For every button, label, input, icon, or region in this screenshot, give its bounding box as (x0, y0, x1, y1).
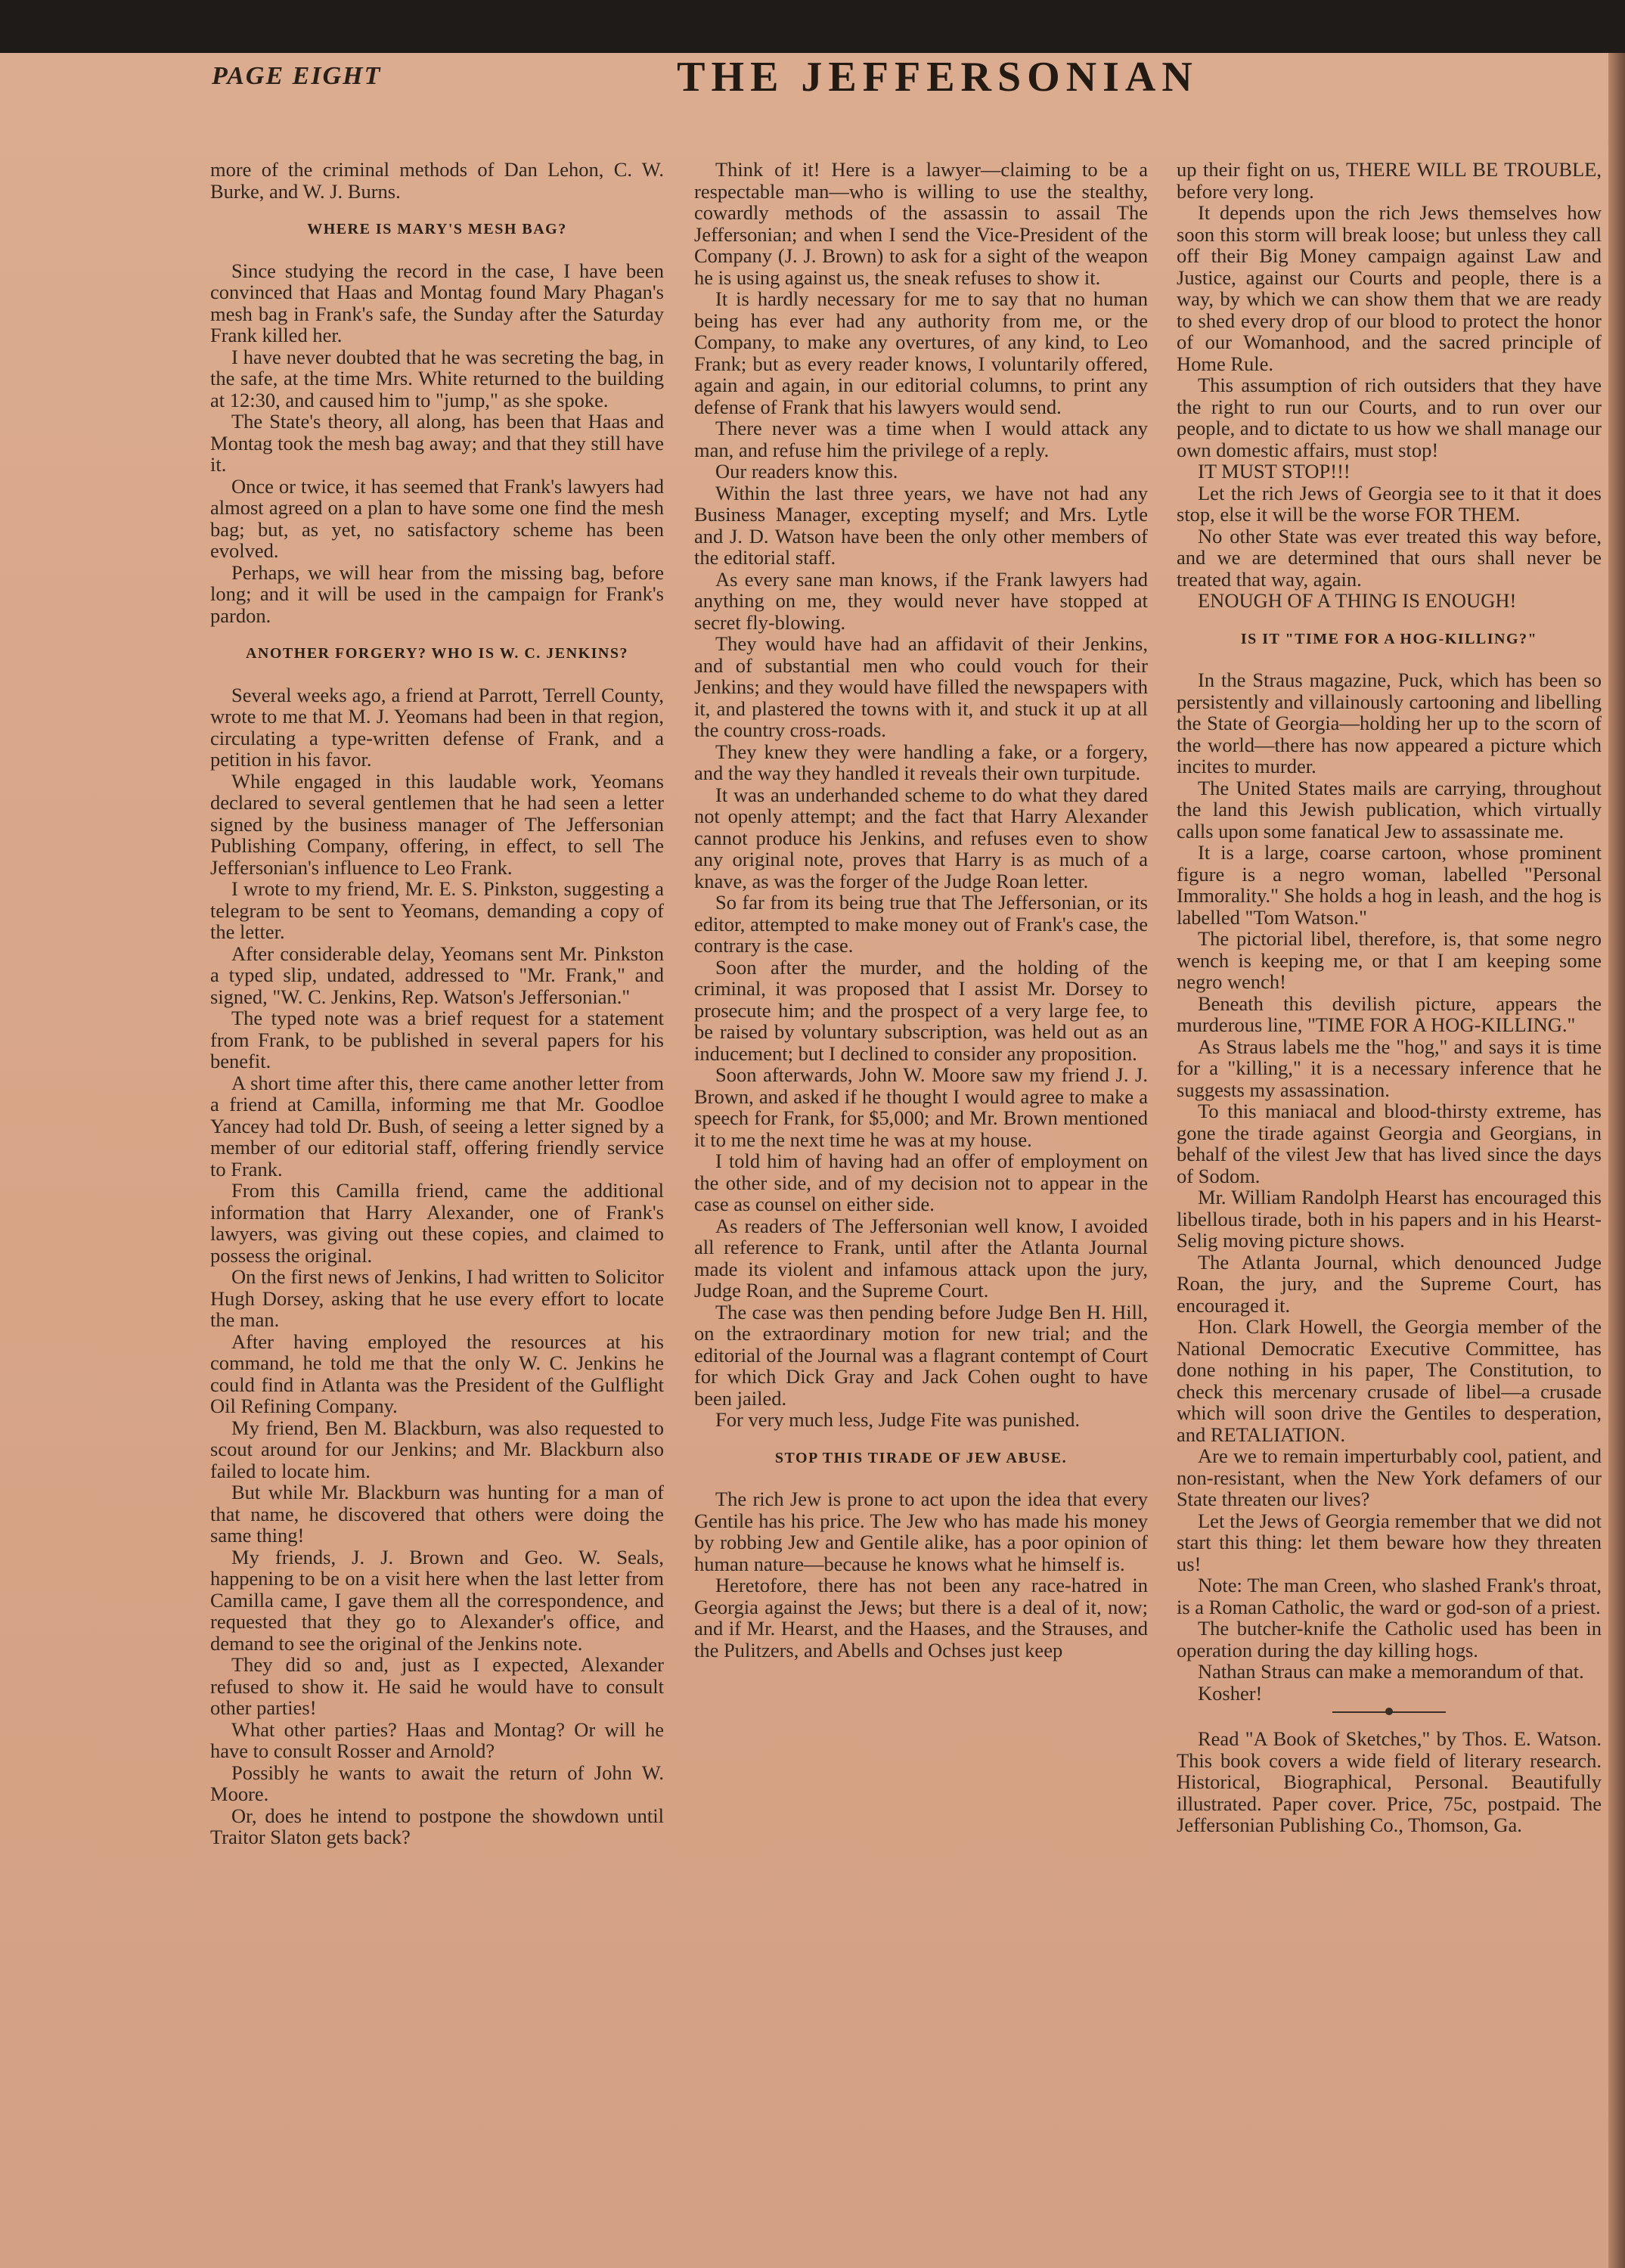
article-paragraph: up their fight on us, THERE WILL BE TROUBLE, before very long. (1177, 159, 1602, 203)
article-paragraph: They would have had an affidavit of their Jenkins, and of substantial men who could vouch for their Jenkins; and they would have filled the newspapers with it, and plastered the towns with it, and stuck it up at all the country cross-roads. (694, 632, 1148, 741)
article-paragraph: IT MUST STOP!!! (1198, 460, 1351, 482)
newspaper-title: THE JEFFERSONIAN (677, 54, 1199, 101)
article-paragraph: As every sane man knows, if the Frank lawyers had anything on me, they would never have stopped at secret fly-blowing. (694, 567, 1148, 634)
article-paragraph: Soon after the murder, and the holding of the criminal, it was proposed that I assist Mr. Dorsey to prosecute him; and the prospect of a very large fee, to be raised by voluntary subscription, was held out as an inducement; but I declined to consider any proposition. (694, 955, 1148, 1065)
article-paragraph: I have never doubted that he was secreting the bag, in the safe, at the time Mrs. White returned to the building at 12:30, and caused him to "jump," as she spoke. (210, 345, 664, 411)
article-paragraph: Mr. William Randolph Hearst has encouraged this libellous tirade, both in his papers and in his Hearst-Selig moving picture shows. (1177, 1186, 1602, 1252)
article-paragraph: The State's theory, all along, has been that Haas and Montag took the mesh bag away; and that they still have it. (210, 410, 664, 476)
page-number-label: PAGE EIGHT (212, 62, 382, 90)
article-paragraph: Soon afterwards, John W. Moore saw my friend J. J. Brown, and asked if he thought I would agree to make a speech for Frank, for $5,000; and Mr. Brown mentioned it to me the next time he was at my house. (694, 1063, 1148, 1151)
article-paragraph: No other State was ever treated this way before, and we are determined that ours shall never be treated that way, again. (1177, 524, 1602, 591)
article-paragraph: Let the Jews of Georgia remember that we did not start this thing: let them beware how they threaten us! (1177, 1509, 1602, 1575)
column-2 (694, 159, 1148, 1661)
article-paragraph: The typed note was a brief request for a statement from Frank, to be published in several papers for his benefit. (210, 1007, 664, 1072)
article-paragraph: Beneath this devilish picture, appears the murderous line, "TIME FOR A HOG-KILLING." (1177, 991, 1602, 1036)
article-paragraph: more of the criminal methods of Dan Lehon, C. W. Burke, and W. J. Burns. (210, 158, 664, 203)
article-paragraph: Note: The man Creen, who slashed Frank's throat, is a Roman Catholic, the ward or god-son of a priest. (1177, 1574, 1602, 1618)
article-paragraph: Since studying the record in the case, I have been convinced that Haas and Montag found Mary Phagan's mesh bag in Frank's safe, the Sunday after the Saturday Frank killed her. (210, 259, 664, 346)
article-headline: IS IT "TIME FOR A HOG-KILLING?" (1240, 630, 1538, 647)
article-paragraph: While engaged in this laudable work, Yeomans declared to several gentlemen that he had seen a letter signed by the business manager of The Jeffersonian Publishing Company, offering, in effect, to sell The Jeffersonian's influence to Leo Frank. (210, 769, 664, 879)
article-paragraph: Several weeks ago, a friend at Parrott, Terrell County, wrote to me that M. J. Yeomans had been in that region, circulating a type-written defense of Frank, and a petition in his favor. (210, 683, 664, 771)
column-3 (1177, 159, 1602, 1836)
article-paragraph: They knew they were handling a fake, or a forgery, and the way they handled it reveals their own turpitude. (694, 740, 1148, 784)
article-paragraph: Perhaps, we will hear from the missing bag, before long; and it will be used in the campaign for Frank's pardon. (210, 560, 664, 627)
article-paragraph: Possibly he wants to await the return of John W. Moore. (210, 1761, 664, 1805)
article-headline: STOP THIS TIRADE OF JEW ABUSE. (774, 1449, 1068, 1466)
article-paragraph: Heretofore, there has not been any race-hatred in Georgia against the Jews; but there is a deal of it, now; and if Mr. Hearst, and the Haases, and the Strauses, and the Pulitzers, and Abells and Ochses just keep (694, 1574, 1148, 1661)
article-paragraph: Read "A Book of Sketches," by Thos. E. Watson. This book covers a wide field of literary research. Historical, Biographical, Personal. Beautifully illustrated. Paper cover. Price, 75c, postpaid. The Jeffersonian Publishing Co., Thomson, Ga. (1177, 1727, 1602, 1836)
article-paragraph: The United States mails are carrying, throughout the land this Jewish publication, which virtually calls upon some fanatical Jew to assassinate me. (1177, 776, 1602, 842)
article-paragraph: It is a large, coarse cartoon, whose prominent figure is a negro woman, labelled "Personal Immorality." She holds a hog in leash, and the hog is labelled "Tom Watson." (1177, 841, 1602, 929)
article-paragraph: From this Camilla friend, came the additional information that Harry Alexander, one of Frank's lawyers, was giving out these copies, and claimed to possess the original. (210, 1179, 664, 1267)
article-paragraph: Are we to remain imperturbably cool, patient, and non-resistant, when the New York defamers of our State threaten our lives? (1177, 1444, 1602, 1510)
column-1 (210, 159, 664, 1848)
article-paragraph: This assumption of rich outsiders that they have the right to run our Courts, and to run over our people, and to dictate to us how we shall manage our own domestic affairs, must stop! (1177, 374, 1602, 461)
article-paragraph: The Atlanta Journal, which denounced Judge Roan, the jury, and the Supreme Court, has encouraged it. (1177, 1250, 1602, 1317)
article-paragraph: Or, does he intend to postpone the showdown until Traitor Slaton gets back? (210, 1804, 664, 1848)
article-paragraph: But while Mr. Blackburn was hunting for a man of that name, he discovered that others were doing the same thing! (210, 1481, 664, 1547)
article-paragraph: Hon. Clark Howell, the Georgia member of the National Democratic Executive Committee, has done nothing in his paper, The Constitution, to check this mercenary crusade of libel—a crusade which will soon drive the Gentiles to desperation, and RETALIATION. (1177, 1315, 1602, 1446)
article-headline: WHERE IS MARY'S MESH BAG? (307, 221, 567, 237)
article-paragraph: It is hardly necessary for me to say that no human being has ever had any authority from me, or the Company, to make any overtures, of any kind, to Leo Frank; but as every reader knows, I voluntarily offered, again and again, in our editorial columns, to print any defense of Frank that his lawyers would send. (694, 287, 1148, 418)
article-paragraph: Once or twice, it has seemed that Frank's lawyers had almost agreed on a plan to have some one find the mesh bag; but, as yet, no satisfactory scheme has been evolved. (210, 474, 664, 562)
article-paragraph: As readers of The Jeffersonian well know, I avoided all reference to Frank, until after the Atlanta Journal made its violent and infamous attack upon the jury, Judge Roan, and the Supreme Court. (694, 1214, 1148, 1302)
article-paragraph: Let the rich Jews of Georgia see to it that it does stop, else it will be the worse FOR THEM. (1177, 481, 1602, 526)
article-paragraph: What other parties? Haas and Montag? Or will he have to consult Rosser and Arnold? (210, 1717, 664, 1762)
article-paragraph: The case was then pending before Judge Ben H. Hill, on the extraordinary motion for new trial; and the editorial of the Journal was a flagrant contempt of Court for which Dick Gray and Jack Cohen ought to have been jailed. (694, 1300, 1148, 1410)
article-paragraph: The butcher-knife the Catholic used has been in operation during the day killing hogs. (1177, 1617, 1602, 1661)
article-paragraph: A short time after this, there came another letter from a friend at Camilla, informing me that Mr. Goodloe Yancey had told Dr. Bush, of seeing a letter signed by a member of our editorial staff, offering friendly service to Frank. (210, 1071, 664, 1181)
article-headline: ANOTHER FORGERY? WHO IS W. C. JENKINS? (245, 645, 628, 662)
article-paragraph: To this maniacal and blood-thirsty extreme, has gone the tirade against Georgia and Georgians, in behalf of the vilest Jew that has lived since the days of Sodom. (1177, 1100, 1602, 1187)
article-paragraph: Kosher! (1198, 1681, 1263, 1705)
article-paragraph: After having employed the resources at his command, he told me that the only W. C. Jenkins he could find in Atlanta was the President of the Gulflight Oil Refining Company. (210, 1329, 664, 1417)
article-paragraph: My friend, Ben M. Blackburn, was also requested to scout around for our Jenkins; and Mr. Blackburn also failed to locate him. (210, 1416, 664, 1482)
article-paragraph: As Straus labels me the "hog," and says it is time for a "killing," it is a necessary inference that he suggests my assassination. (1177, 1035, 1602, 1101)
article-paragraph: Think of it! Here is a lawyer—claiming to be a respectable man—who is willing to use the stealthy, cowardly methods of the assassin to assail The Jeffersonian; and when I send the Vice-President of the Company (J. J. Brown) to ask for a sight of the weapon he is using against us, the sneak refuses to show it. (694, 158, 1148, 289)
article-paragraph: Within the last three years, we have not had any Business Manager, excepting myself; and Mrs. Lytle and J. D. Watson have been the only other members of the editorial staff. (694, 481, 1148, 569)
article-paragraph: Nathan Straus can make a memorandum of that. (1198, 1660, 1584, 1683)
article-paragraph: On the first news of Jenkins, I had written to Solicitor Hugh Dorsey, asking that he use every effort to locate the man. (210, 1265, 664, 1331)
page-header (212, 53, 1588, 106)
article-paragraph: So far from its being true that The Jeffersonian, or its editor, attempted to make money out of Frank's case, the contrary is the case. (694, 891, 1148, 957)
article-paragraph: I told him of having had an offer of employment on the other side, and of my decision not to appear in the case as counsel on either side. (694, 1150, 1148, 1215)
article-paragraph: It was an underhanded scheme to do what they dared not openly attempt; and the fact that Harry Alexander cannot produce his Jenkins, and refuses even to show any original note, proves that Harry is as much of a knave, as was the forger of the Judge Roan letter. (694, 783, 1148, 892)
article-paragraph: They did so and, just as I expected, Alexander refused to show it. He said he would have to consult other parties! (210, 1653, 664, 1719)
article-paragraph: After considerable delay, Yeomans sent Mr. Pinkston a typed slip, undated, addressed to "Mr. Frank," and signed, "W. C. Jenkins, Rep. Watson's Jeffersonian." (210, 942, 664, 1008)
article-paragraph: In the Straus magazine, Puck, which has been so persistently and villainously cartooning and libelling the State of Georgia—holding her up to the scorn of the world—there has now appeared a picture which incites to murder. (1177, 669, 1602, 777)
article-paragraph: I wrote to my friend, Mr. E. S. Pinkston, suggesting a telegram to be sent to Yeomans, demanding a copy of the letter. (210, 877, 664, 943)
article-paragraph: ENOUGH OF A THING IS ENOUGH! (1198, 589, 1517, 612)
article-paragraph: For very much less, Judge Fite was punished. (715, 1408, 1081, 1431)
article-paragraph: There never was a time when I would attack any man, and refuse him the privilege of a reply. (694, 417, 1148, 461)
section-divider (1332, 1711, 1446, 1720)
article-paragraph: It depends upon the rich Jews themselves how soon this storm will break loose; but unless they call off their Big Money campaign against Law and Justice, against our Courts and people, there is a way, by which we can show them that we are ready to shed every drop of our blood to protect the honor of our Womanhood, and the sacred principle of Home Rule. (1177, 201, 1602, 375)
article-paragraph: Our readers know this. (715, 460, 898, 482)
article-paragraph: The pictorial libel, therefore, is, that some negro wench is keeping me, or that I am keeping some negro wench! (1177, 927, 1602, 993)
page-binding-edge (1608, 53, 1625, 2268)
article-paragraph: My friends, J. J. Brown and Geo. W. Seals, happening to be on a visit here when the last letter from Camilla came, I gave them all the correspondence, and requested that they go to Alexander's office, and demand to see the original of the Jenkins note. (210, 1545, 664, 1655)
article-paragraph: The rich Jew is prone to act upon the idea that every Gentile has his price. The Jew who has made his money by robbing Jew and Gentile alike, has a poor opinion of human nature—because he knows what he himself is. (694, 1488, 1148, 1575)
